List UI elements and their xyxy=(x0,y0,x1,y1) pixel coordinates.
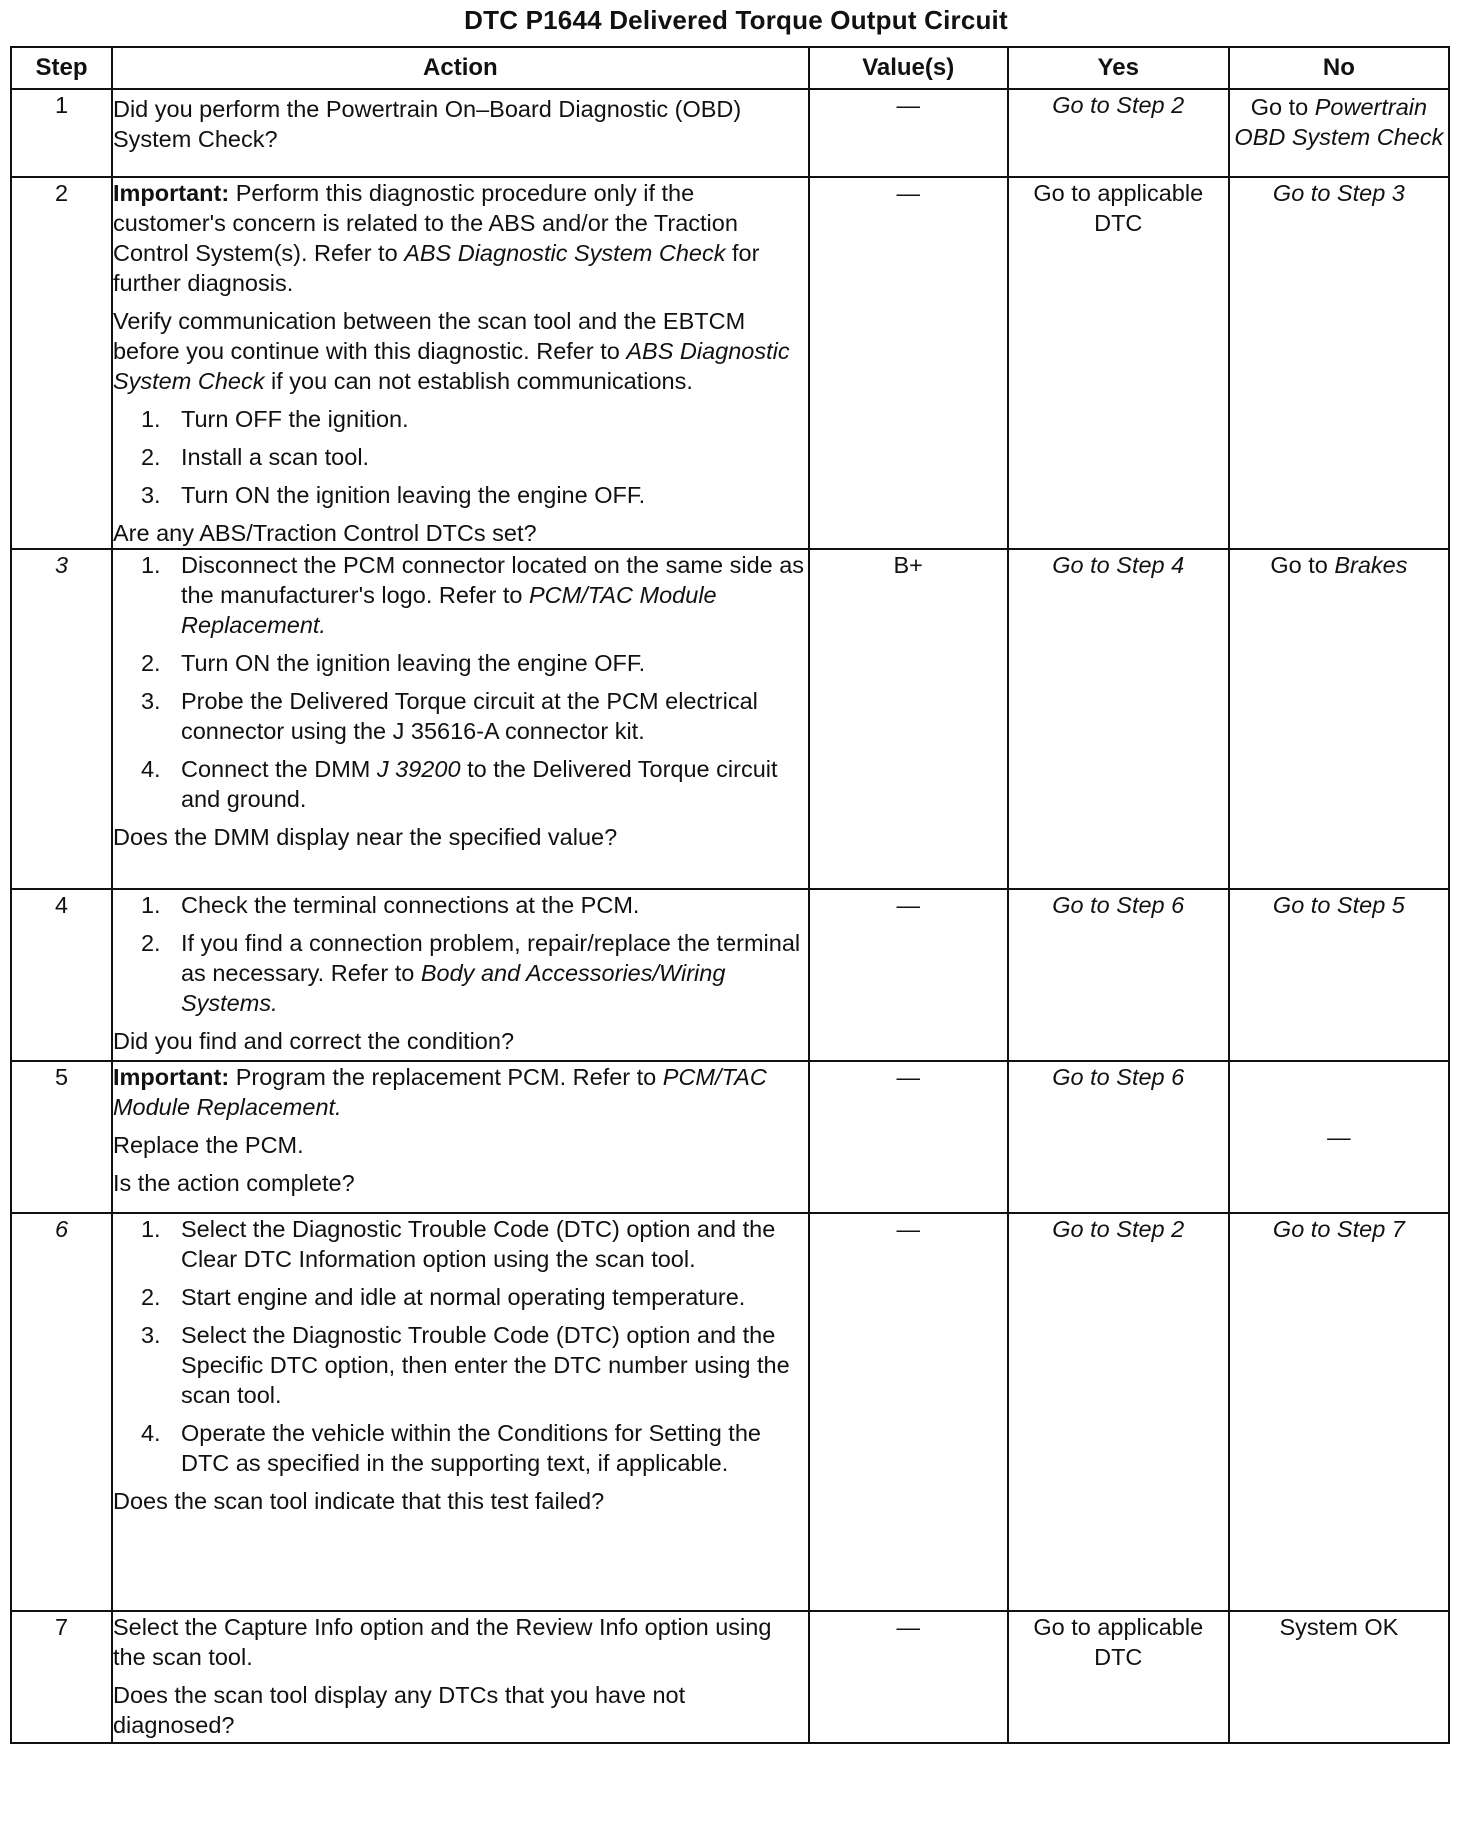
step-text: Operate the vehicle within the Conditions for Setting the DTC as specified in the supporting text, if applicable. xyxy=(180,1420,761,1476)
important-tail: for further diagnosis. xyxy=(112,240,760,296)
header-action: Action xyxy=(112,47,809,89)
action-question: Are any ABS/Traction Control DTCs set? xyxy=(112,520,537,546)
yes-cell xyxy=(1008,549,1229,889)
step-text: Turn ON the ignition leaving the engine OFF. xyxy=(180,482,646,508)
important-note xyxy=(113,1062,808,1122)
list-item: 2. Install a scan tool. xyxy=(140,444,370,470)
no-link[interactable]: Go to Step 3 xyxy=(1272,180,1405,206)
list-item: 1. Turn OFF the ignition. xyxy=(140,406,409,432)
no-cell xyxy=(1229,89,1449,177)
action-question: Is the action complete? xyxy=(112,1170,355,1196)
step-text: Select the Diagnostic Trouble Code (DTC) option and the Specific DTC option, then enter the DTC number using the scan tool. xyxy=(180,1322,790,1408)
no-prefix: Go to xyxy=(1270,552,1328,578)
value-cell: — xyxy=(809,1611,1008,1743)
no-cell xyxy=(1229,177,1449,549)
yes-link[interactable]: Go to Step 2 xyxy=(1052,1216,1185,1242)
yes-link[interactable]: Go to applicable DTC xyxy=(1033,1614,1204,1670)
step-number-text: 6 xyxy=(54,1216,69,1242)
action-cell xyxy=(112,889,809,1061)
yes-cell xyxy=(1008,89,1229,177)
table-row xyxy=(11,1061,1449,1213)
no-link[interactable]: Powertrain OBD System Check xyxy=(1234,94,1444,150)
important-ref[interactable]: ABS Diagnostic System Check xyxy=(404,240,726,266)
important-ref[interactable]: PCM/TAC Module Replacement. xyxy=(112,1064,767,1120)
action-cell xyxy=(112,549,809,889)
verify-ref[interactable]: ABS Diagnostic System Check xyxy=(112,338,790,394)
diagnostic-table xyxy=(10,46,1450,1744)
list-item: 4. Operate the vehicle within the Conditions for Setting the DTC as specified in the supporting text, if applicable. xyxy=(140,1420,761,1476)
list-item: 2. Turn ON the ignition leaving the engine OFF. xyxy=(140,650,646,676)
header-no: No xyxy=(1229,47,1449,89)
step-text: Check the terminal connections at the PCM. xyxy=(180,892,640,918)
step-text: Turn ON the ignition leaving the engine OFF. xyxy=(180,650,646,676)
action-cell xyxy=(112,89,809,177)
verify-note xyxy=(113,306,808,396)
list-item: 1. Check the terminal connections at the PCM. xyxy=(140,892,640,918)
no-cell xyxy=(1229,1611,1449,1743)
list-item: 1. Disconnect the PCM connector located on the same side as the manufacturer's logo. Refer to PCM/TAC Module Replacement. xyxy=(140,552,805,638)
step-text: If you find a connection problem, repair/replace the terminal as necessary. Refer to xyxy=(180,930,801,986)
no-cell xyxy=(1229,549,1449,889)
table-row xyxy=(11,1611,1449,1743)
value-cell: B+ xyxy=(809,549,1008,889)
important-text: Perform this diagnostic procedure only if the customer's concern is related to the ABS and/or the Traction Control System(s). Refer to xyxy=(112,180,738,266)
yes-cell xyxy=(1008,1611,1229,1743)
table-row xyxy=(11,549,1449,889)
yes-link[interactable]: Go to applicable DTC xyxy=(1033,180,1204,236)
step-number xyxy=(11,1213,112,1611)
table-row xyxy=(11,89,1449,177)
table-row xyxy=(11,1213,1449,1611)
table-header-row xyxy=(11,47,1449,89)
table-row xyxy=(11,177,1449,549)
yes-link[interactable]: Go to Step 6 xyxy=(1052,1064,1185,1090)
step-number: 5 xyxy=(11,1061,112,1213)
yes-link[interactable]: Go to Step 6 xyxy=(1052,892,1185,918)
procedure-steps xyxy=(113,550,808,814)
no-cell xyxy=(1229,1213,1449,1611)
step-number: 1 xyxy=(11,89,112,177)
action-question: Did you perform the Powertrain On–Board Diagnostic (OBD) System Check? xyxy=(112,96,742,152)
step-number-text: 3 xyxy=(54,552,69,578)
step-number: 7 xyxy=(11,1611,112,1743)
action-cell xyxy=(112,1213,809,1611)
action-question: Does the scan tool display any DTCs that you have not diagnosed? xyxy=(112,1682,686,1738)
step-text: Turn OFF the ignition. xyxy=(180,406,409,432)
value-cell: — xyxy=(809,1061,1008,1213)
important-note xyxy=(113,178,808,298)
action-text: Select the Capture Info option and the Review Info option using the scan tool. xyxy=(112,1614,772,1670)
list-item: 3. Turn ON the ignition leaving the engine OFF. xyxy=(140,482,646,508)
step-number xyxy=(11,549,112,889)
list-item: 1. Select the Diagnostic Trouble Code (DTC) option and the Clear DTC Information option using the scan tool. xyxy=(140,1216,776,1272)
action-question: Did you find and correct the condition? xyxy=(112,1028,515,1054)
value-cell: — xyxy=(809,889,1008,1061)
step-text: Probe the Delivered Torque circuit at the PCM electrical connector using the J 35616-A connector kit. xyxy=(180,688,758,744)
no-link[interactable]: Go to Step 7 xyxy=(1272,1216,1405,1242)
important-label: Important: xyxy=(112,1064,230,1090)
value-cell: — xyxy=(809,177,1008,549)
no-link: System OK xyxy=(1279,1614,1399,1640)
replace-instruction: Replace the PCM. xyxy=(112,1132,304,1158)
action-question: Does the scan tool indicate that this test failed? xyxy=(112,1488,605,1514)
step-ref[interactable]: Body and Accessories/Wiring Systems. xyxy=(180,960,726,1016)
no-cell: — xyxy=(1229,1061,1449,1213)
step-number: 2 xyxy=(11,177,112,549)
step-number: 4 xyxy=(11,889,112,1061)
procedure-steps xyxy=(113,404,808,510)
verify-tail: if you can not establish communications. xyxy=(271,368,693,394)
table-row xyxy=(11,889,1449,1061)
step-ref[interactable]: J 39200 xyxy=(376,756,461,782)
important-text: Program the replacement PCM. Refer to xyxy=(235,1064,657,1090)
step-ref[interactable]: PCM/TAC Module Replacement. xyxy=(180,582,717,638)
important-label: Important: xyxy=(112,180,230,206)
yes-link[interactable]: Go to Step 2 xyxy=(1052,92,1185,118)
procedure-steps xyxy=(113,890,808,1018)
header-step: Step xyxy=(11,47,112,89)
step-text: Disconnect the PCM connector located on the same side as the manufacturer's logo. Refer to xyxy=(180,552,805,608)
action-cell xyxy=(112,177,809,549)
action-cell xyxy=(112,1061,809,1213)
step-text: to the Delivered Torque circuit and ground. xyxy=(180,756,778,812)
verify-text: Verify communication between the scan tool and the EBTCM before you continue with this diagnostic. Refer to xyxy=(112,308,746,364)
list-item: 3. Probe the Delivered Torque circuit at the PCM electrical connector using the J 35616-A connector kit. xyxy=(140,688,758,744)
action-cell xyxy=(112,1611,809,1743)
step-text: Select the Diagnostic Trouble Code (DTC) option and the Clear DTC Information option using the scan tool. xyxy=(180,1216,776,1272)
value-cell: — xyxy=(809,1213,1008,1611)
yes-cell xyxy=(1008,1061,1229,1213)
action-question: Does the DMM display near the specified value? xyxy=(112,824,618,850)
no-prefix: Go to xyxy=(1250,94,1309,120)
step-text: Start engine and idle at normal operating temperature. xyxy=(180,1284,746,1310)
list-item: 3. Select the Diagnostic Trouble Code (DTC) option and the Specific DTC option, then enter the DTC number using the scan tool. xyxy=(140,1322,790,1408)
list-item: 4. Connect the DMM J 39200 to the Delivered Torque circuit and ground. xyxy=(140,756,778,812)
no-link[interactable]: Brakes xyxy=(1334,552,1408,578)
header-yes: Yes xyxy=(1008,47,1229,89)
value-cell: — xyxy=(809,89,1008,177)
header-values: Value(s) xyxy=(809,47,1008,89)
yes-link[interactable]: Go to Step 4 xyxy=(1052,552,1185,578)
page-title: DTC P1644 Delivered Torque Output Circuit xyxy=(464,5,1008,35)
yes-cell xyxy=(1008,1213,1229,1611)
list-item: 2. If you find a connection problem, repair/replace the terminal as necessary. Refer to Body and Accessories/Wiring Systems. xyxy=(140,930,801,1016)
procedure-steps xyxy=(113,1214,808,1478)
step-text: Connect the DMM xyxy=(180,756,371,782)
step-text: Install a scan tool. xyxy=(180,444,370,470)
yes-cell xyxy=(1008,889,1229,1061)
yes-cell xyxy=(1008,177,1229,549)
no-cell xyxy=(1229,889,1449,1061)
no-link[interactable]: Go to Step 5 xyxy=(1272,892,1405,918)
list-item: 2. Start engine and idle at normal operating temperature. xyxy=(140,1284,746,1310)
